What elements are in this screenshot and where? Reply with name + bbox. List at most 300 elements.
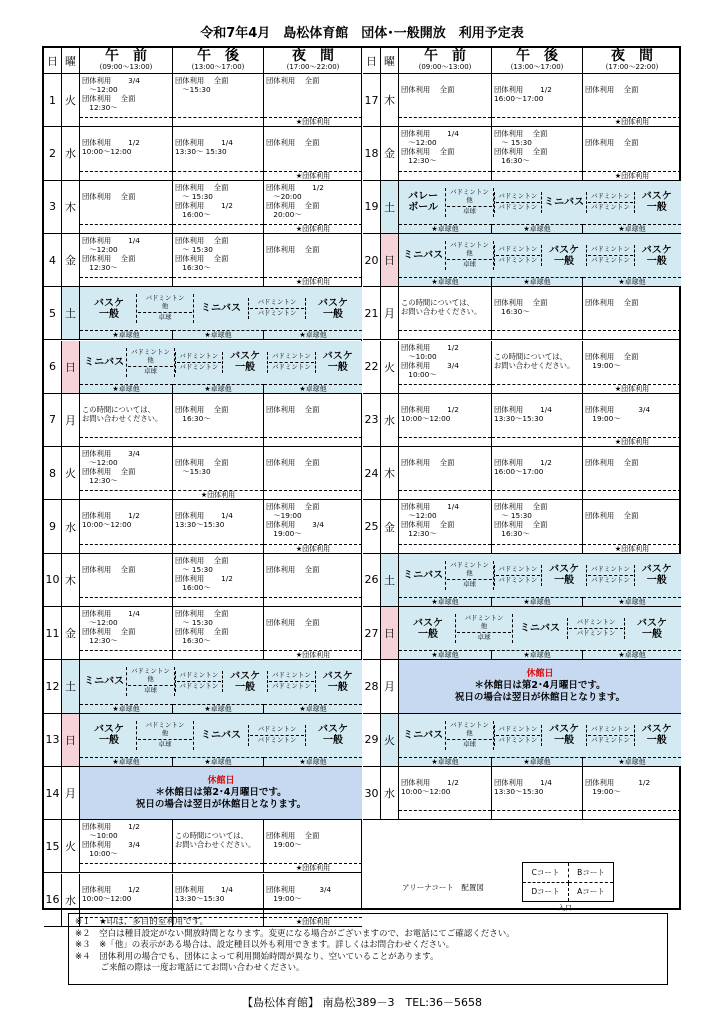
footnote: [80, 224, 172, 233]
closed-day-cell: [80, 767, 362, 819]
header-day: 日: [363, 48, 381, 73]
day-number: 14: [44, 767, 62, 819]
slot-text: 団体利用 3/4 19:00～: [266, 884, 332, 903]
event-split-cell: バドミントン バドミントン: [248, 298, 306, 319]
slot-text: 団体利用 全面: [266, 458, 320, 468]
footnote: ★団体利用: [264, 224, 362, 233]
event-day-cell: [80, 341, 362, 393]
footnote-pm: ★卓球他: [492, 224, 583, 233]
footnote-am: ★卓球他: [399, 597, 492, 606]
event-label: バスケ 一般: [318, 724, 348, 747]
footnote-am: ★卓球他: [80, 757, 173, 766]
closed-label: 休館日: [526, 669, 554, 680]
event-split-cell: バドミントン バドミントン: [586, 245, 634, 266]
footnote: [399, 544, 491, 553]
event-label: ミニバス: [520, 623, 560, 635]
slot-pm: [173, 127, 264, 179]
court-c: Cコート: [523, 863, 569, 883]
day-row: [44, 74, 362, 127]
day-of-week: 火: [62, 820, 80, 872]
slot-text: 団体利用 全面: [266, 404, 320, 414]
event-split-cell: バドミントン バドミントン: [494, 245, 542, 266]
slot-text: 団体利用 全面 16:30～: [175, 404, 229, 423]
day-of-week: 土: [381, 554, 399, 606]
header-afternoon: 午後 (13:00～17:00): [492, 48, 583, 73]
slot-pm: [173, 74, 264, 126]
slot-am: [399, 127, 492, 179]
day-number: 25: [363, 500, 381, 552]
facility-address: 【島松体育館】 南島松389－3 TEL:36－5658: [242, 996, 482, 1009]
slot-ev: [583, 767, 681, 819]
event-split-cell: バドミントン 他 卓球: [455, 614, 513, 643]
day-number: 16: [44, 874, 62, 926]
day-number: 26: [363, 554, 381, 606]
note-line: ※２ 空白は種目設定がない開放時間となります。変更になる場合がございますので、お電話にてご確認ください。: [75, 928, 515, 939]
event-split-cell: バドミントン バドミントン: [586, 565, 634, 586]
slot-text: 団体利用 全面: [266, 618, 320, 627]
footnote: [173, 863, 263, 872]
event-label: ミニバス: [403, 569, 444, 581]
event-split-cell: バドミントン 他 卓球: [445, 241, 493, 270]
event-split-cell: バドミントン 他 卓球: [136, 294, 194, 323]
day-row: [44, 607, 362, 660]
footnote-pm: ★卓球他: [492, 650, 583, 659]
slot-am: [80, 394, 173, 446]
page-title: 令和7年4月 島松体育館 団体･一般開放 利用予定表: [200, 26, 524, 41]
footnote: ★団体利用: [264, 171, 362, 180]
note-line: ご来館の際は一度お電話にてお問い合わせください。: [75, 963, 305, 973]
slot-am: [80, 127, 173, 179]
day-of-week: 金: [62, 607, 80, 659]
slot-text: 団体利用 全面: [585, 511, 639, 521]
day-row: [44, 554, 362, 607]
footnote: [492, 330, 582, 339]
day-of-week: 土: [62, 287, 80, 339]
event-split-cell: バドミントン 他 卓球: [445, 721, 493, 750]
event-label: バレー ボール: [408, 191, 439, 214]
footnote: [492, 490, 582, 499]
slot-text: 団体利用 3/4 ～12:00 団体利用 全面 12:30～: [82, 449, 140, 486]
slot-am: [80, 234, 173, 286]
day-row: [44, 341, 362, 394]
footnote: [492, 117, 582, 126]
day-number: 23: [363, 394, 381, 446]
footnote: [80, 277, 172, 286]
day-row: [363, 287, 681, 340]
footnote: ★団体利用: [583, 544, 681, 553]
slot-pm: [173, 234, 264, 286]
slot-text: 団体利用 全面 ～19:00 団体利用 3/4 19:00～: [266, 502, 324, 539]
event-split-cell: バドミントン バドミントン: [267, 352, 315, 373]
slot-text: 団体利用 全面 16:30～: [494, 298, 548, 317]
day-of-week: 金: [381, 127, 399, 179]
arena-label: アリーナコート 配置図: [402, 883, 484, 892]
slot-ev: [264, 607, 362, 659]
slot-text: 団体利用 全面: [266, 564, 320, 574]
slot-am: [399, 500, 492, 552]
slot-am: [80, 607, 173, 659]
footnote: [264, 490, 362, 499]
day-of-week: 火: [381, 714, 399, 766]
event-split-cell: バドミントン バドミントン: [586, 725, 634, 746]
day-of-week: 火: [62, 447, 80, 499]
slot-text: 団体利用 全面: [82, 191, 136, 201]
day-number: 24: [363, 447, 381, 499]
footnote: [80, 544, 172, 553]
slot-am: [399, 287, 492, 339]
slot-pm: [492, 127, 583, 179]
footnote: ★団体利用: [264, 544, 362, 553]
slot-ev: [583, 74, 681, 126]
day-number: 1: [44, 74, 62, 126]
slot-pm: [492, 767, 583, 819]
day-of-week: 火: [62, 74, 80, 126]
slot-text: 団体利用 1/2 10:00～12:00: [82, 138, 140, 157]
day-row: [363, 74, 681, 127]
slot-text: 団体利用 全面: [585, 458, 639, 468]
slot-pm: [173, 181, 264, 233]
event-day-cell: [80, 660, 362, 712]
event-day-cell: [399, 554, 681, 606]
day-of-week: 日: [62, 714, 80, 766]
footnote-pm: ★卓球他: [492, 277, 583, 286]
header-dow: 曜: [381, 48, 399, 73]
day-row: [363, 127, 681, 180]
slot-text: 団体利用 全面 ～ 15:30 団体利用 1/2 16:00～: [175, 182, 233, 219]
slot-text: 団体利用 1/4 ～12:00 団体利用 全面 12:30～: [401, 502, 459, 539]
slot-pm: [492, 341, 583, 393]
footnote-am: ★卓球他: [80, 384, 173, 393]
footnote-pm: ★卓球他: [492, 757, 583, 766]
day-row: [44, 234, 362, 287]
event-day-cell: [399, 181, 681, 233]
day-of-week: 月: [62, 394, 80, 446]
footnote: [399, 437, 491, 446]
day-row: [44, 820, 362, 873]
slot-ev: [264, 554, 362, 606]
slot-text: 団体利用 1/4 ～12:00 団体利用 全面 12:30～: [82, 609, 140, 645]
day-row: [363, 660, 681, 713]
day-number: 15: [44, 820, 62, 872]
day-of-week: 木: [62, 554, 80, 606]
footnote-ev: ★卓球他: [583, 757, 681, 766]
slot-ev: [583, 447, 681, 499]
slot-text: 団体利用 1/2 19:00～: [585, 777, 651, 796]
event-label: バスケ 一般: [549, 724, 580, 747]
footnote: ★団体利用: [264, 863, 362, 872]
event-label: バスケ 一般: [641, 191, 672, 214]
court-b: Bコート: [569, 863, 613, 883]
event-label: バスケ 一般: [413, 617, 443, 640]
slot-ev: [583, 287, 681, 339]
footnote: [173, 544, 263, 553]
day-number: 9: [44, 500, 62, 552]
footnote: [173, 117, 263, 126]
day-row: [363, 394, 681, 447]
slot-pm: [173, 607, 264, 659]
slot-text: 団体利用 全面 ～ 15:30 団体利用 全面 16:30～: [494, 129, 548, 166]
slot-am: [80, 447, 173, 499]
slot-text: 団体利用 全面 19:00～: [266, 831, 320, 850]
day-number: 7: [44, 394, 62, 446]
event-label: バスケ 一般: [318, 297, 348, 320]
event-split-cell: バドミントン バドミントン: [248, 725, 306, 746]
day-of-week: 水: [62, 500, 80, 552]
day-row: [44, 447, 362, 500]
slot-ev: [264, 181, 362, 233]
header-morning: 午前 (09:00～13:00): [80, 48, 173, 73]
event-split-cell: バドミントン バドミントン: [586, 192, 634, 213]
footnote: [80, 863, 172, 872]
event-label: バスケ 一般: [94, 297, 124, 320]
day-number: 5: [44, 287, 62, 339]
event-split-cell: バドミントン バドミントン: [175, 352, 223, 373]
event-label: バスケ 一般: [549, 244, 580, 267]
day-of-week: 月: [62, 767, 80, 819]
footnote-am: ★卓球他: [399, 650, 492, 659]
slot-text: 団体利用 1/4 ～12:00 団体利用 全面 12:30～: [401, 129, 459, 166]
day-of-week: 月: [381, 287, 399, 339]
footnote-ev: ★卓球他: [264, 330, 362, 339]
footnote-ev: ★卓球他: [583, 224, 681, 233]
event-label: バスケ 一般: [322, 670, 353, 693]
footnote: [173, 597, 263, 606]
day-number: 19: [363, 181, 381, 233]
footnote: [492, 810, 582, 819]
day-of-week: 水: [381, 394, 399, 446]
slot-pm: [173, 820, 264, 872]
event-label: バスケ 一般: [641, 244, 672, 267]
slot-am: [80, 74, 173, 126]
event-label: バスケ 一般: [230, 670, 261, 693]
footnote-ev: ★卓球他: [264, 704, 362, 713]
slot-ev: [264, 394, 362, 446]
footnote: ★団体利用: [264, 277, 362, 286]
slot-text: 団体利用 全面 19:00～: [585, 351, 639, 370]
slot-text: この時間については、 お問い合わせください。: [401, 298, 482, 317]
slot-pm: [492, 500, 583, 552]
slot-text: 団体利用 1/2 10:00～12:00: [82, 884, 140, 903]
footnote: [399, 117, 491, 126]
event-label: ミニバス: [403, 250, 444, 262]
event-day-cell: [80, 714, 362, 766]
footnote-pm: ★卓球他: [173, 757, 264, 766]
day-row: [44, 500, 362, 553]
slot-text: 団体利用 1/4 13:30～15:30: [494, 777, 552, 796]
slot-am: [399, 447, 492, 499]
slot-text: 団体利用 全面: [585, 298, 639, 308]
footnote: [173, 437, 263, 446]
slot-am: [399, 767, 492, 819]
day-row: [44, 714, 362, 767]
note-line: ※４ 団体利用の場合でも、団体によって利用開始時間が異なり、空いていることがあります。: [75, 951, 439, 962]
slot-ev: [583, 394, 681, 446]
footnote: [492, 171, 582, 180]
footnote-am: ★卓球他: [80, 330, 173, 339]
closed-note-1: ＊休館日は第2･4月曜日です。: [155, 787, 287, 799]
slot-text: 団体利用 1/2 ～10:00 団体利用 3/4 10:00～: [82, 822, 140, 859]
slot-ev: [264, 447, 362, 499]
event-label: バスケ 一般: [94, 724, 124, 747]
header-evening: 夜間 (17:00～22:00): [605, 48, 667, 71]
slot-text: 団体利用 全面: [82, 564, 136, 574]
event-label: ミニバス: [84, 676, 125, 688]
footnote-pm: ★卓球他: [173, 330, 264, 339]
event-label: バスケ 一般: [637, 617, 667, 640]
event-split-cell: バドミントン バドミントン: [494, 565, 542, 586]
footnote-ev: ★卓球他: [583, 650, 681, 659]
footnote: ★団体利用: [264, 117, 362, 126]
footnote-am: ★卓球他: [399, 224, 492, 233]
day-row: [363, 714, 681, 767]
slot-text: 団体利用 全面 ～ 15:30 団体利用 1/2 16:00～: [175, 555, 233, 592]
note-line: ※１ ★印は、多目的室利用です。: [75, 917, 209, 927]
footnote: [264, 597, 362, 606]
slot-text: 団体利用 1/2 16:00～17:00: [494, 85, 552, 103]
slot-text: 団体利用 1/2 10:00～12:00: [401, 777, 459, 796]
day-number: 27: [363, 607, 381, 659]
court-layout: [362, 860, 641, 910]
day-of-week: 土: [62, 660, 80, 712]
note-line: ※３ ※「他」の表示がある場合は、設定種目以外も利用できます。詳しくはお問合わせください。: [75, 940, 455, 950]
slot-text: 団体利用 全面 ～ 15:30 団体利用 全面 16:30～: [175, 609, 229, 645]
notes-box: [68, 913, 668, 985]
slot-ev: [583, 341, 681, 393]
slot-ev: [264, 820, 362, 872]
day-number: 6: [44, 341, 62, 393]
day-of-week: 木: [381, 74, 399, 126]
footnote-ev: ★卓球他: [264, 384, 362, 393]
slot-text: 団体利用 全面 ～ 15:30 団体利用 全面 16:30～: [175, 235, 229, 272]
day-number: 8: [44, 447, 62, 499]
day-of-week: 木: [62, 181, 80, 233]
slot-am: [399, 74, 492, 126]
slot-text: 団体利用 1/2 10:00～12:00: [401, 404, 459, 423]
slot-text: 団体利用 全面: [266, 244, 320, 254]
header-dow: 曜: [62, 48, 80, 73]
footnote: ★団体利用: [583, 384, 681, 393]
slot-text: 団体利用 全面: [266, 138, 320, 148]
footnote: [80, 597, 172, 606]
day-row: [44, 394, 362, 447]
day-number: 28: [363, 660, 381, 712]
slot-am: [80, 500, 173, 552]
slot-pm: [173, 394, 264, 446]
slot-pm: [492, 394, 583, 446]
day-number: 30: [363, 767, 381, 819]
footnote: [80, 117, 172, 126]
footnote: ★団体利用: [583, 437, 681, 446]
event-day-cell: [80, 287, 362, 339]
slot-ev: [264, 74, 362, 126]
court-d: Dコート: [523, 883, 569, 901]
footnote: ★団体利用: [583, 171, 681, 180]
slot-text: 団体利用 3/4 19:00～: [585, 404, 651, 423]
day-number: 13: [44, 714, 62, 766]
slot-text: この時間については、 お問い合わせください。: [82, 404, 163, 423]
event-day-cell: [399, 714, 681, 766]
footnote: [173, 277, 263, 286]
footnote: [399, 171, 491, 180]
event-split-cell: バドミントン 他 卓球: [126, 667, 174, 696]
event-day-cell: [399, 607, 681, 659]
slot-text: 団体利用 全面: [585, 138, 639, 148]
day-row: [44, 660, 362, 713]
footnote: [583, 810, 681, 819]
day-number: 2: [44, 127, 62, 179]
slot-text: 団体利用 1/4 13:30～15:30: [175, 511, 233, 530]
footnote: ★団体利用: [264, 917, 362, 926]
slot-pm: [492, 447, 583, 499]
day-of-week: 日: [62, 341, 80, 393]
footnote-pm: ★卓球他: [492, 597, 583, 606]
day-row: [44, 767, 362, 820]
event-split-cell: バドミントン バドミントン: [267, 671, 315, 692]
day-of-week: 日: [381, 234, 399, 286]
day-of-week: 日: [381, 607, 399, 659]
event-label: バスケ 一般: [230, 351, 261, 374]
footnote: [492, 384, 582, 393]
day-number: 12: [44, 660, 62, 712]
slot-text: 団体利用 1/4 13:30～ 15:30: [175, 138, 233, 157]
footnote: ★団体利用: [264, 650, 362, 659]
slot-text: 団体利用 全面: [266, 76, 320, 85]
day-of-week: 火: [381, 341, 399, 393]
slot-ev: [583, 500, 681, 552]
slot-am: [80, 181, 173, 233]
event-label: ミニバス: [403, 729, 444, 741]
slot-text: 団体利用 1/4 13:30～15:30: [175, 884, 233, 903]
day-of-week: 土: [381, 181, 399, 233]
footnote: [173, 650, 263, 659]
footnote: [399, 330, 491, 339]
footnote: [80, 650, 172, 659]
slot-am: [80, 820, 173, 872]
slot-text: 団体利用 1/4 ～12:00 団体利用 全面 12:30～: [82, 235, 140, 272]
header-row: [363, 48, 681, 74]
day-of-week: 金: [62, 234, 80, 286]
day-number: 11: [44, 607, 62, 659]
slot-text: 団体利用 全面: [401, 458, 455, 468]
event-split-cell: バドミントン バドミントン: [175, 671, 223, 692]
event-label: ミニバス: [84, 356, 125, 368]
footnote-ev: ★卓球他: [583, 597, 681, 606]
day-row: [363, 341, 681, 394]
slot-text: この時間については、 お問い合わせください。: [494, 351, 575, 370]
slot-pm: [173, 554, 264, 606]
slot-text: 団体利用 全面 ～15:30: [175, 458, 229, 477]
day-row: [363, 554, 681, 607]
day-row: [363, 234, 681, 287]
header-morning: 午前 (09:00～13:00): [399, 48, 492, 73]
footnote: ★団体利用: [583, 117, 681, 126]
footnote: ★団体利用: [173, 490, 263, 499]
footnote: [173, 171, 263, 180]
event-split-cell: バドミントン 他 卓球: [126, 348, 174, 377]
event-split-cell: バドミントン バドミントン: [494, 725, 542, 746]
event-label: バスケ 一般: [641, 564, 672, 587]
footnote: [399, 384, 491, 393]
day-row: [363, 607, 681, 660]
footnote: [399, 490, 491, 499]
slot-ev: [264, 500, 362, 552]
header-afternoon: 午後 (13:00～17:00): [173, 48, 264, 73]
event-label: ミニバス: [201, 303, 241, 315]
footnote: [492, 544, 582, 553]
slot-am: [399, 341, 492, 393]
closed-note-2: 祝日の場合は翌日が休館日となります。: [135, 799, 307, 811]
closed-note-1: ＊休館日は第2･4月曜日です。: [474, 680, 606, 692]
